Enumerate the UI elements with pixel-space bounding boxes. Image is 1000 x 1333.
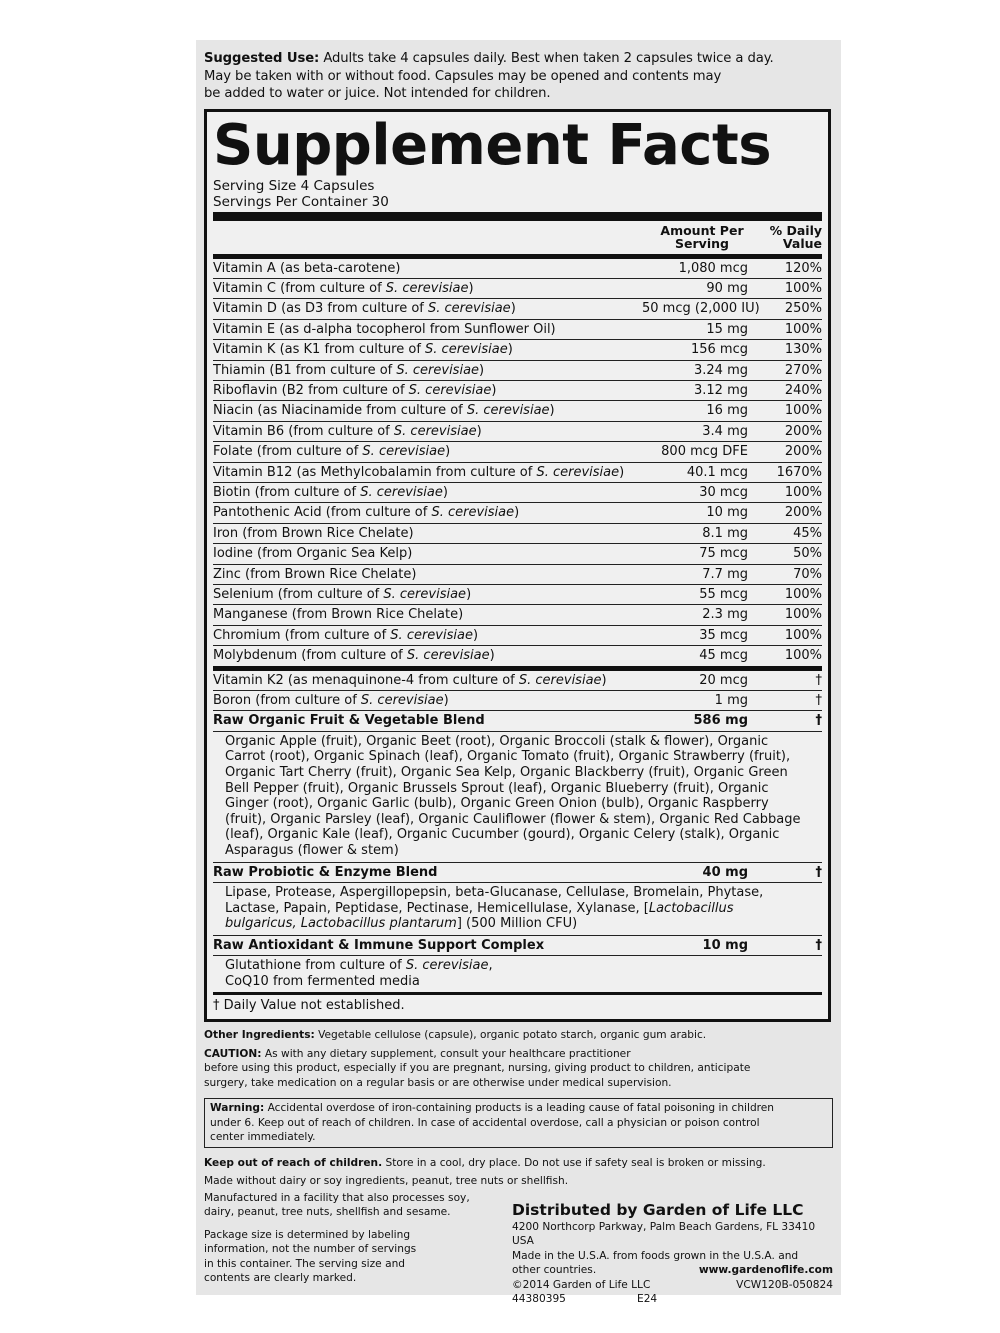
nutrient-name-text: Vitamin A (as beta-carotene) xyxy=(213,260,401,276)
nutrient-name-text: Niacin (as Niacinamide from culture of xyxy=(213,403,467,419)
nutrient-name xyxy=(213,340,642,359)
nutrient-name-text: Manganese (from Brown Rice Chelate) xyxy=(213,607,464,623)
blend-line: Lipase, Protease, Aspergillopepsin, beta-Glucanase, Cellulase, Bromelain, Phytase, xyxy=(225,885,764,900)
nutrient-dv: 100% xyxy=(784,607,822,623)
blend-name: Raw Probiotic & Enzyme Blend xyxy=(213,864,438,880)
nutrient-row xyxy=(213,645,822,665)
nutrient-table xyxy=(213,259,822,666)
nutrient-name-text: Folate (from culture of xyxy=(213,444,363,460)
nutrient-name xyxy=(213,320,642,339)
nutrient-amount: 90 mg xyxy=(706,280,748,296)
blend-amount: 10 mg xyxy=(702,937,748,953)
nutrient-dv: 100% xyxy=(784,587,822,602)
nutrient-name-end: ) xyxy=(445,444,451,460)
nutrient-amount: 75 mcg xyxy=(699,546,748,562)
blend-name: Raw Antioxidant & Immune Support Complex xyxy=(213,937,545,953)
nutrient-name xyxy=(213,565,642,584)
nutrient-name xyxy=(213,401,642,420)
nutrient-name-text: Thiamin (B1 from culture of xyxy=(213,362,397,378)
nutrient-dv: 200% xyxy=(784,444,822,460)
nutrient-row xyxy=(213,690,822,710)
serving-size: Serving Size 4 Capsules xyxy=(213,177,375,194)
package-line: contents are clearly marked. xyxy=(204,1272,357,1285)
suggested-use-label: Suggested Use: xyxy=(204,51,320,66)
nutrient-dv: 200% xyxy=(784,423,822,439)
nutrient-amount: 30 mcg xyxy=(699,484,748,500)
other-ingredients xyxy=(204,1028,833,1043)
nutrient-source-italic: S. cerevisiae xyxy=(360,693,444,709)
blend-line-italic: bulgaricus, Lactobacillus plantarum xyxy=(225,916,457,932)
nutrient-row xyxy=(213,462,822,482)
blend-line: (fruit), Organic Parsley (leaf), Organic Cauliflower (flower & stem), Organic Red Cabbage xyxy=(225,811,801,827)
nutrient-name xyxy=(213,544,642,563)
nutrient-name-text: Zinc (from Brown Rice Chelate) xyxy=(213,566,417,582)
nutrient-row xyxy=(213,604,822,624)
other-ingredients-text: Vegetable cellulose (capsule), organic potato starch, organic gum arabic. xyxy=(318,1029,707,1042)
bottom-section xyxy=(204,1191,833,1307)
caution-line: surgery, take medication on a regular basis or are otherwise under medical supervision. xyxy=(204,1076,672,1089)
suggested-use xyxy=(204,50,833,103)
nutrient-name-text: Vitamin C (from culture of xyxy=(213,280,386,296)
number-row xyxy=(512,1292,833,1307)
nutrient-row xyxy=(213,278,822,298)
blend-line-italic: Lactobacillus xyxy=(648,900,734,916)
dv-header-2: Value xyxy=(782,235,822,251)
nutrient-source-italic: S. cerevisiae xyxy=(408,382,492,398)
nutrient-name-text: Vitamin K (as K1 from culture of xyxy=(213,342,426,358)
nutrient-name-end: ) xyxy=(468,280,474,296)
nutrient-name xyxy=(213,299,642,318)
warning-line: Accidental overdose of iron-containing products is a leading cause of fatal poisoning in children xyxy=(267,1102,775,1115)
divider-thick xyxy=(213,212,822,221)
nutrient-name xyxy=(213,646,642,665)
package-line: Package size is determined by labeling xyxy=(204,1228,411,1241)
nutrient-dv: 100% xyxy=(784,484,822,500)
lot-code: E24 xyxy=(637,1293,658,1306)
nutrient-name-end: ) xyxy=(476,423,482,439)
nutrient-amount: 3.4 mg xyxy=(702,423,748,439)
nutrient-name-text: Iron (from Brown Rice Chelate) xyxy=(213,525,414,541)
facts-title: Supplement Facts xyxy=(213,112,772,178)
nutrient-source-italic: S. cerevisiae xyxy=(362,444,446,460)
nutrient-row xyxy=(213,259,822,278)
nutrient-name-end: ) xyxy=(619,464,625,480)
nutrient-amount: 55 mcg xyxy=(699,587,748,602)
package-note xyxy=(204,1228,504,1286)
nutrient-row xyxy=(213,400,822,420)
extra-nutrient-table xyxy=(213,671,822,711)
nutrient-row xyxy=(213,319,822,339)
nutrient-source-italic: S. cerevisiae xyxy=(385,280,469,296)
storage-instructions: Store in a cool, dry place. Do not use if safety seal is broken or missing. xyxy=(385,1156,766,1169)
blend-ingredients xyxy=(213,731,822,862)
amount-header-1: Amount Per xyxy=(660,222,744,238)
blend-line: Ginger (root), Organic Garlic (bulb), Organic Green Onion (bulb), Organic Raspberry xyxy=(225,796,769,812)
nutrient-name-text: Vitamin B6 (from culture of xyxy=(213,423,394,439)
caution-label: CAUTION: xyxy=(204,1047,262,1060)
nutrient-row xyxy=(213,564,822,584)
nutrient-row xyxy=(213,502,822,522)
allergen-line: Made without dairy or soy ingredients, peanut, tree nuts or shellfish. xyxy=(204,1175,569,1188)
distributor-title: Distributed by Garden of Life LLC xyxy=(512,1200,804,1219)
nutrient-name-end: ) xyxy=(442,484,448,500)
nutrient-name xyxy=(213,422,642,441)
warning-line: center immediately. xyxy=(210,1131,316,1144)
nutrient-source-italic: S. cerevisiae xyxy=(518,672,602,688)
daily-value-footnote: † Daily Value not established. xyxy=(213,992,822,1019)
bottom-left xyxy=(204,1191,504,1307)
nutrient-source-italic: S. cerevisiae xyxy=(466,403,550,419)
blend-ingredients xyxy=(213,955,822,992)
nutrient-row xyxy=(213,441,822,461)
nutrient-amount: 15 mg xyxy=(706,321,748,337)
blend-line: Organic Tart Cherry (fruit), Organic Sea Kelp, Organic Blackberry (fruit), Organic Green xyxy=(225,765,788,781)
warning-line: under 6. Keep out of reach of children. In case of accidental overdose, call a physician or poison control xyxy=(210,1116,760,1129)
nutrient-dv: 70% xyxy=(793,566,822,582)
product-code: VCW120B-050824 xyxy=(736,1278,833,1291)
supplement-label xyxy=(196,40,841,1306)
nutrient-name-text: Riboflavin (B2 from culture of xyxy=(213,382,409,398)
nutrient-name xyxy=(213,671,642,690)
servings-per-container: Servings Per Container 30 xyxy=(213,193,389,210)
nutrient-dv: 270% xyxy=(784,362,822,378)
nutrient-name-text: Selenium (from culture of xyxy=(213,587,384,602)
nutrient-name xyxy=(213,483,642,502)
nutrient-source-italic: S. cerevisiae xyxy=(536,464,620,480)
blend-amount: 40 mg xyxy=(702,864,748,880)
made-in-line: Made in the U.S.A. from foods grown in the U.S.A. and xyxy=(512,1249,799,1262)
other-ingredients-label: Other Ingredients: xyxy=(204,1029,315,1042)
nutrient-amount: 800 mcg DFE xyxy=(661,444,748,460)
nutrient-amount: 35 mcg xyxy=(699,627,748,643)
nutrient-source-italic: S. cerevisiae xyxy=(425,342,508,358)
nutrient-amount: 16 mg xyxy=(706,403,748,419)
blend-line: , xyxy=(488,958,493,974)
nutrient-name xyxy=(213,585,642,604)
blend-line: Glutathione from culture of xyxy=(225,958,406,974)
suggested-use-text: Adults take 4 capsules daily. Best when taken 2 capsules twice a day. xyxy=(323,51,774,66)
nutrient-amount: 3.24 mg xyxy=(694,362,748,378)
nutrient-name-text: Pantothenic Acid (from culture of xyxy=(213,505,432,521)
nutrient-amount: 8.1 mg xyxy=(702,525,748,541)
nutrient-name-end: ) xyxy=(472,627,479,643)
nutrient-row xyxy=(213,625,822,645)
amount-header-2: Serving xyxy=(675,235,729,251)
blend-row xyxy=(213,862,822,882)
nutrient-name xyxy=(213,626,642,645)
nutrient-amount: 50 mcg (2,000 IU) xyxy=(642,301,760,317)
nutrient-dv: 130% xyxy=(784,342,822,358)
allergen-line: dairy, peanut, tree nuts, shellfish and sesame. xyxy=(204,1206,451,1219)
nutrient-name-end: ) xyxy=(601,672,607,688)
nutrient-dv: 100% xyxy=(784,280,822,296)
nutrient-name xyxy=(213,279,642,298)
nutrient-name-text: Vitamin E (as d-alpha tocopherol from Sunflower Oil) xyxy=(213,321,556,337)
nutrient-row xyxy=(213,584,822,604)
nutrient-amount: 3.12 mg xyxy=(694,382,748,398)
nutrient-source-italic: S. cerevisiae xyxy=(428,301,511,317)
blend-ingredients xyxy=(213,882,822,935)
suggested-use-line3: be added to water or juice. Not intended for children. xyxy=(204,86,551,101)
package-line: information, not the number of servings xyxy=(204,1243,417,1256)
nutrient-source-italic: S. cerevisiae xyxy=(406,648,490,664)
nutrient-name xyxy=(213,442,642,461)
nutrient-source-italic: S. cerevisiae xyxy=(360,484,443,500)
nutrient-amount: 1,080 mcg xyxy=(678,260,748,276)
nutrient-amount: 2.3 mg xyxy=(702,607,748,623)
keep-out-label: Keep out of reach of children. xyxy=(204,1156,383,1169)
blend-name: Raw Organic Fruit & Vegetable Blend xyxy=(213,713,485,729)
blend-line-italic: S. cerevisiae xyxy=(405,958,489,974)
blend-amount: 586 mg xyxy=(693,713,748,729)
nutrient-name xyxy=(213,605,642,624)
nutrient-dv: 100% xyxy=(784,648,822,664)
nutrient-amount: 7.7 mg xyxy=(702,566,748,582)
caution-text xyxy=(204,1047,833,1091)
nutrient-row xyxy=(213,671,822,690)
caution-line: As with any dietary supplement, consult your healthcare practitioner xyxy=(264,1047,631,1060)
copyright-row xyxy=(512,1278,833,1293)
nutrient-row xyxy=(213,339,822,359)
allergen-line: Manufactured in a facility that also processes soy, xyxy=(204,1191,470,1204)
suggested-use-line2: May be taken with or without food. Capsules may be opened and contents may xyxy=(204,68,722,84)
nutrient-dv: 200% xyxy=(784,505,822,521)
nutrient-name-text: Boron (from culture of xyxy=(213,693,361,709)
nutrient-name xyxy=(213,524,642,543)
nutrient-source-italic: S. cerevisiae xyxy=(396,362,480,378)
nutrient-name-end: ) xyxy=(489,648,495,664)
nutrient-name-end: ) xyxy=(549,403,555,419)
nutrient-dv: † xyxy=(815,693,822,709)
nutrient-name-end: ) xyxy=(443,693,449,709)
distributor-address: 4200 Northcorp Parkway, Palm Beach Gardens, FL 33410 USA xyxy=(512,1220,816,1248)
blend-dv: † xyxy=(815,713,822,729)
nutrient-source-italic: S. cerevisiae xyxy=(431,505,515,521)
nutrient-name-end: ) xyxy=(466,587,472,602)
blend-line: ] (500 Million CFU) xyxy=(456,916,578,932)
blend-line: (leaf), Organic Kale (leaf), Organic Cucumber (gourd), Organic Celery (stalk), Organic xyxy=(225,827,780,843)
nutrient-dv: 100% xyxy=(784,403,822,419)
made-in-line: other countries. xyxy=(512,1264,597,1277)
nutrient-name-text: Vitamin D (as D3 from culture of xyxy=(213,301,429,317)
nutrient-row xyxy=(213,543,822,563)
made-in-row xyxy=(512,1263,833,1278)
item-number: 44380395 xyxy=(512,1293,566,1306)
blend-line: CoQ10 from fermented media xyxy=(225,973,420,989)
nutrient-dv: 50% xyxy=(793,546,822,562)
nutrient-amount: 1 mg xyxy=(714,693,748,709)
package-line: in this container. The serving size and xyxy=(204,1257,406,1270)
nutrient-source-italic: S. cerevisiae xyxy=(383,587,467,602)
nutrient-name xyxy=(213,259,642,278)
nutrient-name xyxy=(213,503,642,522)
nutrient-row xyxy=(213,380,822,400)
blend-row xyxy=(213,935,822,955)
nutrient-name-text: Vitamin K2 (as menaquinone-4 from culture of xyxy=(213,672,519,688)
storage-text xyxy=(204,1156,833,1171)
dv-header-1: % Daily xyxy=(769,222,822,238)
blend-dv: † xyxy=(815,864,822,880)
nutrient-name-end: ) xyxy=(507,342,513,358)
iron-warning-box xyxy=(204,1098,833,1148)
nutrient-name xyxy=(213,361,642,380)
nutrient-dv: 45% xyxy=(793,525,822,541)
nutrient-row xyxy=(213,523,822,543)
nutrient-name-end: ) xyxy=(514,505,520,521)
blend-line: Asparagus (flower & stem) xyxy=(225,843,399,858)
blend-line: Carrot (root), Organic Spinach (leaf), Organic Tomato (fruit), Organic Strawberry (fruit), xyxy=(225,749,791,765)
nutrient-name-text: Biotin (from culture of xyxy=(213,484,361,500)
nutrient-dv: 1670% xyxy=(776,464,822,480)
nutrient-name xyxy=(213,691,642,710)
nutrient-row xyxy=(213,360,822,380)
nutrient-dv: 120% xyxy=(784,260,822,276)
nutrient-amount: 10 mg xyxy=(706,505,748,521)
nutrient-dv: 100% xyxy=(784,321,822,337)
nutrient-source-italic: S. cerevisiae xyxy=(393,423,477,439)
nutrient-amount: 40.1 mcg xyxy=(686,464,748,480)
nutrient-name xyxy=(213,381,642,400)
nutrient-dv: 250% xyxy=(784,301,822,317)
nutrient-row xyxy=(213,482,822,502)
blend-dv: † xyxy=(815,937,822,953)
caution-line: before using this product, especially if you are pregnant, nursing, giving product to children, anticipate xyxy=(204,1062,751,1075)
nutrient-row xyxy=(213,421,822,441)
nutrient-name-end: ) xyxy=(491,382,497,398)
nutrient-amount: 20 mcg xyxy=(699,672,748,688)
supplement-facts-panel xyxy=(204,109,831,1023)
website-link[interactable]: www.gardenoflife.com xyxy=(698,1264,833,1277)
blend-line: Lactase, Papain, Peptidase, Pectinase, Hemicellulase, Xylanase, [ xyxy=(225,900,649,916)
nutrient-dv: 100% xyxy=(784,627,822,643)
blend-line: Organic Apple (fruit), Organic Beet (root), Organic Broccoli (stalk & flower), Organic xyxy=(225,733,769,749)
nutrient-dv: † xyxy=(815,672,822,688)
nutrient-name xyxy=(213,463,642,482)
nutrient-dv: 240% xyxy=(784,382,822,398)
nutrient-name-text: Vitamin B12 (as Methylcobalamin from culture of xyxy=(213,464,537,480)
nutrient-name-text: Iodine (from Organic Sea Kelp) xyxy=(213,546,413,562)
nutrient-name-end: ) xyxy=(510,301,516,317)
column-headers xyxy=(213,221,822,254)
copyright: ©2014 Garden of Life LLC xyxy=(512,1278,651,1291)
nutrient-name-text: Chromium (from culture of xyxy=(213,627,391,643)
blend-row xyxy=(213,710,822,730)
blend-line: Bell Pepper (fruit), Organic Brussels Sprout (leaf), Organic Blueberry (fruit), Organic xyxy=(225,780,769,796)
nutrient-name-text: Molybdenum (from culture of xyxy=(213,648,407,664)
nutrient-source-italic: S. cerevisiae xyxy=(390,627,473,643)
warning-label: Warning: xyxy=(210,1102,265,1115)
distributor-block xyxy=(504,1191,833,1307)
nutrient-row xyxy=(213,298,822,318)
nutrient-amount: 156 mcg xyxy=(690,342,748,358)
nutrient-amount: 45 mcg xyxy=(699,648,748,664)
nutrient-name-end: ) xyxy=(479,362,485,378)
